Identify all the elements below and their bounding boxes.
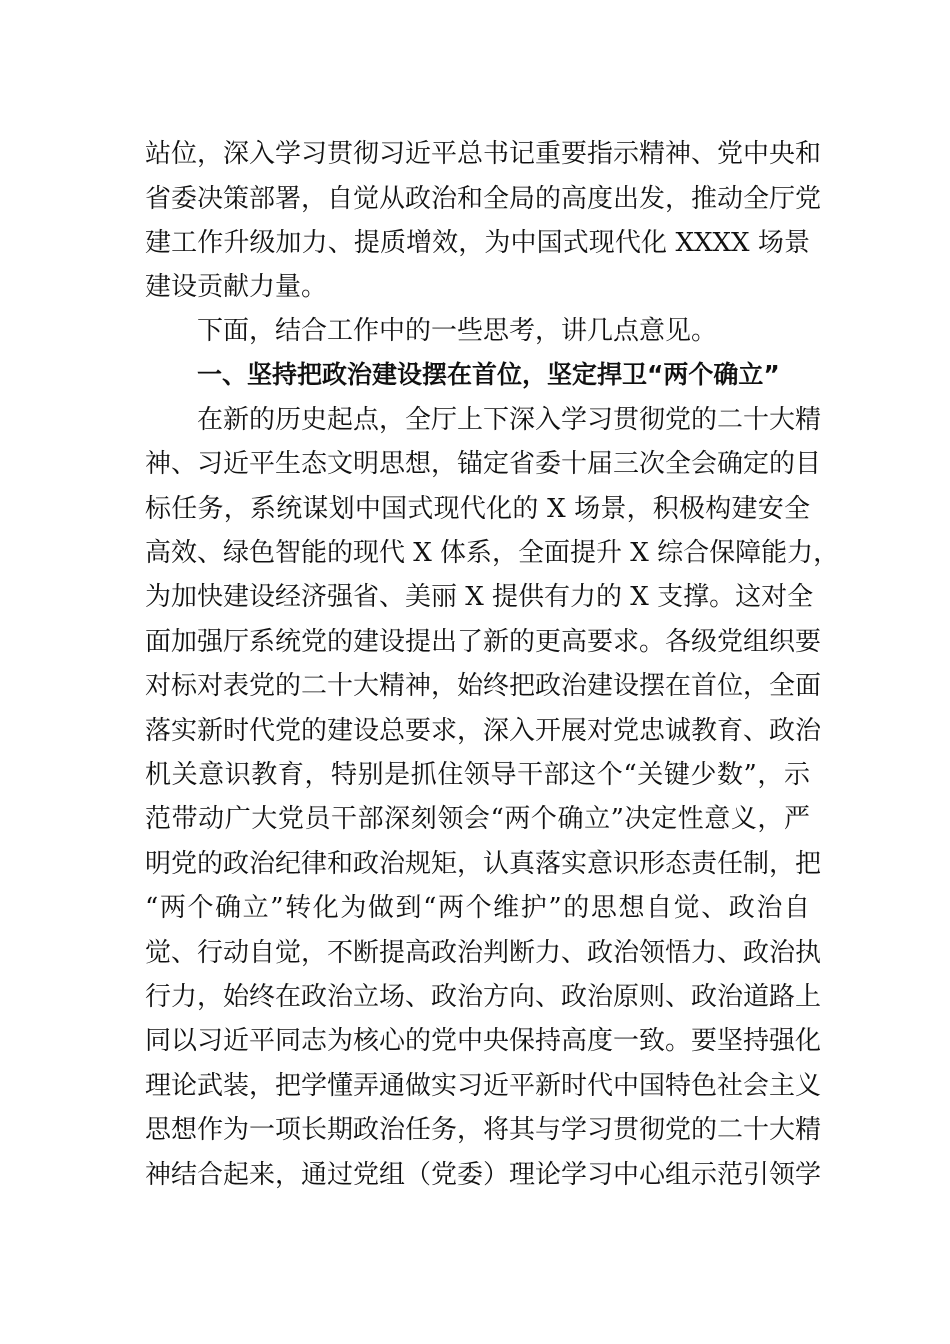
paragraph-line: 建设贡献力量。 xyxy=(145,272,328,302)
paragraph-line: 神结合起来，通过党组（党委）理论学习中心组示范引领学 xyxy=(145,1160,822,1190)
paragraph-line: 在新的历史起点，全厅上下深入学习贯彻党的二十大精 xyxy=(197,405,822,435)
paragraph-line: 理论武装，把学懂弄通做实习近平新时代中国特色社会主义 xyxy=(145,1071,822,1101)
paragraph-line: 标任务，系统谋划中国式现代化的 X 场景，积极构建安全 xyxy=(145,494,810,524)
paragraph-line: 为加快建设经济强省、美丽 X 提供有力的 X 支撑。这对全 xyxy=(145,582,814,612)
paragraph-line: 站位，深入学习贯彻习近平总书记重要指示精神、党中央和 xyxy=(145,139,822,169)
paragraph-line: 思想作为一项长期政治任务，将其与学习贯彻党的二十大精 xyxy=(145,1115,822,1145)
paragraph-line: 下面，结合工作中的一些思考，讲几点意见。 xyxy=(197,316,718,346)
paragraph-line: “两个确立”转化为做到“两个维护”的思想自觉、政治自 xyxy=(145,893,810,923)
paragraph-line: 建工作升级加力、提质增效，为中国式现代化 XXXX 场景 xyxy=(145,228,810,258)
paragraph-line: 范带动广大党员干部深刻领会“两个确立”决定性意义，严 xyxy=(145,804,810,834)
paragraph-line: 落实新时代党的建设总要求，深入开展对党忠诚教育、政治 xyxy=(145,716,822,746)
paragraph-line: 省委决策部署，自觉从政治和全局的高度出发，推动全厅党 xyxy=(145,184,822,214)
paragraph-line: 明党的政治纪律和政治规矩，认真落实意识形态责任制，把 xyxy=(145,849,822,879)
paragraph-line: 机关意识教育，特别是抓住领导干部这个“关键少数”，示 xyxy=(145,760,810,790)
section-heading: 一、坚持把政治建设摆在首位，坚定捍卫“两个确立” xyxy=(197,360,780,389)
paragraph-line: 神、习近平生态文明思想，锚定省委十届三次全会确定的目 xyxy=(145,449,822,479)
paragraph-line: 同以习近平同志为核心的党中央保持高度一致。要坚持强化 xyxy=(145,1026,822,1056)
paragraph-line: 觉、行动自觉，不断提高政治判断力、政治领悟力、政治执 xyxy=(145,938,822,968)
paragraph-line: 高效、绿色智能的现代 X 体系，全面提升 X 综合保障能力， xyxy=(145,538,840,568)
paragraph-line: 对标对表党的二十大精神，始终把政治建设摆在首位，全面 xyxy=(145,671,822,701)
paragraph-line: 行力，始终在政治立场、政治方向、政治原则、政治道路上 xyxy=(145,982,822,1012)
paragraph-line: 面加强厅系统党的建设提出了新的更高要求。各级党组织要 xyxy=(145,627,822,657)
